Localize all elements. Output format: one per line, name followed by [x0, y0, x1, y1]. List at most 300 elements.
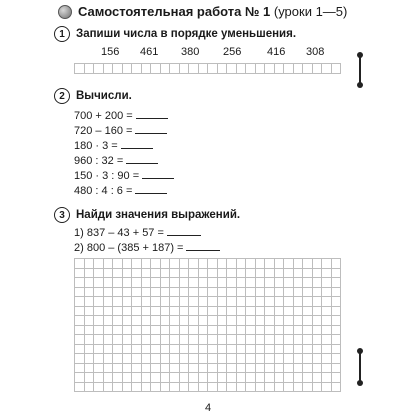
grid-cell[interactable]	[208, 373, 218, 383]
grid-cell[interactable]	[265, 373, 275, 383]
grid-cell[interactable]	[227, 373, 237, 383]
grid-cell[interactable]	[284, 278, 294, 288]
grid-cell[interactable]	[94, 269, 104, 279]
grid-cell[interactable]	[161, 278, 171, 288]
answer-blank[interactable]	[121, 147, 153, 149]
grid-cell[interactable]	[123, 373, 133, 383]
grid-cell[interactable]	[85, 278, 95, 288]
grid-cell[interactable]	[237, 364, 247, 374]
grid-cell[interactable]	[75, 326, 85, 336]
grid-cell[interactable]	[189, 326, 199, 336]
grid-cell[interactable]	[294, 383, 304, 393]
grid-cell[interactable]	[332, 383, 342, 393]
grid-cell[interactable]	[237, 326, 247, 336]
grid-cell[interactable]	[170, 259, 180, 269]
answer-blank[interactable]	[167, 234, 201, 236]
grid-cell[interactable]	[246, 64, 256, 74]
grid-cell[interactable]	[218, 364, 228, 374]
grid-cell[interactable]	[113, 383, 123, 393]
grid-cell[interactable]	[142, 373, 152, 383]
grid-cell[interactable]	[284, 364, 294, 374]
grid-cell[interactable]	[208, 269, 218, 279]
grid-cell[interactable]	[303, 373, 313, 383]
grid-cell[interactable]	[284, 269, 294, 279]
grid-cell[interactable]	[322, 335, 332, 345]
grid-cell[interactable]	[170, 307, 180, 317]
grid-cell[interactable]	[237, 259, 247, 269]
answer-blank[interactable]	[136, 117, 168, 119]
grid-cell[interactable]	[113, 269, 123, 279]
grid-cell[interactable]	[75, 335, 85, 345]
grid-cell[interactable]	[237, 354, 247, 364]
grid-cell[interactable]	[94, 373, 104, 383]
grid-cell[interactable]	[94, 335, 104, 345]
grid-cell[interactable]	[142, 64, 152, 74]
grid-cell[interactable]	[75, 383, 85, 393]
grid-cell[interactable]	[123, 364, 133, 374]
grid-cell[interactable]	[75, 373, 85, 383]
grid-cell[interactable]	[265, 307, 275, 317]
grid-cell[interactable]	[123, 288, 133, 298]
grid-cell[interactable]	[246, 335, 256, 345]
grid-cell[interactable]	[332, 307, 342, 317]
grid-cell[interactable]	[132, 288, 142, 298]
grid-cell[interactable]	[284, 64, 294, 74]
grid-cell[interactable]	[303, 316, 313, 326]
grid-cell[interactable]	[189, 278, 199, 288]
grid-cell[interactable]	[94, 297, 104, 307]
grid-cell[interactable]	[208, 383, 218, 393]
grid-cell[interactable]	[265, 335, 275, 345]
grid-cell[interactable]	[161, 288, 171, 298]
grid-cell[interactable]	[294, 364, 304, 374]
grid-cell[interactable]	[313, 326, 323, 336]
grid-cell[interactable]	[218, 259, 228, 269]
grid-cell[interactable]	[218, 373, 228, 383]
grid-cell[interactable]	[161, 326, 171, 336]
grid-cell[interactable]	[75, 278, 85, 288]
grid-cell[interactable]	[322, 383, 332, 393]
grid-cell[interactable]	[265, 259, 275, 269]
grid-cell[interactable]	[237, 335, 247, 345]
grid-cell[interactable]	[284, 354, 294, 364]
grid-cell[interactable]	[237, 288, 247, 298]
grid-cell[interactable]	[189, 383, 199, 393]
grid-cell[interactable]	[161, 259, 171, 269]
grid-cell[interactable]	[275, 259, 285, 269]
grid-cell[interactable]	[189, 269, 199, 279]
grid-cell[interactable]	[75, 345, 85, 355]
grid-cell[interactable]	[313, 307, 323, 317]
grid-cell[interactable]	[227, 64, 237, 74]
grid-cell[interactable]	[85, 288, 95, 298]
grid-cell[interactable]	[104, 345, 114, 355]
grid-cell[interactable]	[237, 316, 247, 326]
grid-cell[interactable]	[132, 307, 142, 317]
grid-cell[interactable]	[142, 316, 152, 326]
grid-cell[interactable]	[180, 373, 190, 383]
grid-cell[interactable]	[322, 259, 332, 269]
grid-cell[interactable]	[322, 326, 332, 336]
grid-cell[interactable]	[313, 364, 323, 374]
grid-cell[interactable]	[75, 364, 85, 374]
grid-cell[interactable]	[104, 64, 114, 74]
grid-cell[interactable]	[294, 373, 304, 383]
grid-cell[interactable]	[199, 326, 209, 336]
grid-cell[interactable]	[75, 288, 85, 298]
grid-cell[interactable]	[113, 297, 123, 307]
grid-cell[interactable]	[237, 297, 247, 307]
grid-cell[interactable]	[170, 364, 180, 374]
grid-cell[interactable]	[256, 335, 266, 345]
grid-cell[interactable]	[303, 326, 313, 336]
grid-cell[interactable]	[275, 373, 285, 383]
grid-cell[interactable]	[256, 278, 266, 288]
grid-cell[interactable]	[113, 278, 123, 288]
grid-cell[interactable]	[132, 316, 142, 326]
grid-cell[interactable]	[123, 64, 133, 74]
grid-cell[interactable]	[75, 354, 85, 364]
grid-cell[interactable]	[208, 297, 218, 307]
grid-cell[interactable]	[151, 297, 161, 307]
grid-cell[interactable]	[208, 326, 218, 336]
grid-cell[interactable]	[275, 297, 285, 307]
grid-cell[interactable]	[284, 288, 294, 298]
grid-cell[interactable]	[113, 316, 123, 326]
grid-cell[interactable]	[161, 373, 171, 383]
grid-cell[interactable]	[237, 383, 247, 393]
grid-cell[interactable]	[256, 345, 266, 355]
grid-cell[interactable]	[313, 64, 323, 74]
grid-cell[interactable]	[104, 326, 114, 336]
answer-blank[interactable]	[126, 162, 158, 164]
grid-cell[interactable]	[303, 269, 313, 279]
grid-cell[interactable]	[294, 345, 304, 355]
grid-cell[interactable]	[294, 288, 304, 298]
grid-cell[interactable]	[313, 383, 323, 393]
grid-cell[interactable]	[180, 259, 190, 269]
grid-cell[interactable]	[208, 345, 218, 355]
grid-cell[interactable]	[218, 326, 228, 336]
grid-cell[interactable]	[313, 335, 323, 345]
grid-cell[interactable]	[104, 354, 114, 364]
grid-cell[interactable]	[151, 64, 161, 74]
grid-cell[interactable]	[151, 269, 161, 279]
grid-cell[interactable]	[180, 345, 190, 355]
grid-cell[interactable]	[85, 316, 95, 326]
grid-cell[interactable]	[332, 316, 342, 326]
grid-cell[interactable]	[104, 297, 114, 307]
grid-cell[interactable]	[85, 345, 95, 355]
grid-cell[interactable]	[104, 269, 114, 279]
grid-cell[interactable]	[275, 278, 285, 288]
grid-cell[interactable]	[313, 288, 323, 298]
grid-cell[interactable]	[284, 373, 294, 383]
grid-cell[interactable]	[246, 316, 256, 326]
grid-cell[interactable]	[275, 64, 285, 74]
grid-cell[interactable]	[123, 383, 133, 393]
grid-cell[interactable]	[275, 269, 285, 279]
grid-cell[interactable]	[246, 364, 256, 374]
grid-cell[interactable]	[189, 335, 199, 345]
grid-cell[interactable]	[322, 278, 332, 288]
grid-cell[interactable]	[170, 373, 180, 383]
answer-blank[interactable]	[135, 132, 167, 134]
grid-cell[interactable]	[227, 345, 237, 355]
grid-cell[interactable]	[313, 354, 323, 364]
grid-cell[interactable]	[132, 335, 142, 345]
grid-cell[interactable]	[113, 64, 123, 74]
grid-cell[interactable]	[199, 288, 209, 298]
answer-blank[interactable]	[186, 249, 220, 251]
grid-cell[interactable]	[75, 297, 85, 307]
grid-cell[interactable]	[170, 345, 180, 355]
grid-cell[interactable]	[189, 364, 199, 374]
grid-cell[interactable]	[151, 288, 161, 298]
grid-cell[interactable]	[113, 326, 123, 336]
grid-cell[interactable]	[294, 269, 304, 279]
grid-cell[interactable]	[208, 64, 218, 74]
grid-cell[interactable]	[218, 269, 228, 279]
grid-cell[interactable]	[180, 64, 190, 74]
grid-cell[interactable]	[85, 326, 95, 336]
grid-cell[interactable]	[294, 354, 304, 364]
grid-cell[interactable]	[85, 354, 95, 364]
grid-cell[interactable]	[151, 335, 161, 345]
grid-cell[interactable]	[199, 373, 209, 383]
grid-cell[interactable]	[113, 354, 123, 364]
grid-cell[interactable]	[85, 259, 95, 269]
grid-cell[interactable]	[227, 259, 237, 269]
grid-cell[interactable]	[85, 64, 95, 74]
grid-cell[interactable]	[151, 326, 161, 336]
grid-cell[interactable]	[142, 288, 152, 298]
grid-cell[interactable]	[284, 345, 294, 355]
grid-cell[interactable]	[151, 307, 161, 317]
grid-cell[interactable]	[85, 335, 95, 345]
grid-cell[interactable]	[218, 354, 228, 364]
grid-cell[interactable]	[161, 316, 171, 326]
grid-cell[interactable]	[142, 335, 152, 345]
grid-cell[interactable]	[170, 278, 180, 288]
grid-cell[interactable]	[303, 288, 313, 298]
grid-cell[interactable]	[322, 373, 332, 383]
grid-cell[interactable]	[265, 316, 275, 326]
grid-cell[interactable]	[218, 278, 228, 288]
grid-cell[interactable]	[246, 354, 256, 364]
grid-cell[interactable]	[256, 373, 266, 383]
grid-cell[interactable]	[132, 364, 142, 374]
grid-cell[interactable]	[161, 335, 171, 345]
grid-cell[interactable]	[199, 278, 209, 288]
grid-cell[interactable]	[227, 364, 237, 374]
grid-cell[interactable]	[227, 297, 237, 307]
grid-cell[interactable]	[151, 345, 161, 355]
grid-cell[interactable]	[104, 335, 114, 345]
grid-cell[interactable]	[113, 364, 123, 374]
grid-cell[interactable]	[85, 364, 95, 374]
grid-cell[interactable]	[275, 345, 285, 355]
grid-cell[interactable]	[322, 354, 332, 364]
grid-cell[interactable]	[94, 307, 104, 317]
grid-cell[interactable]	[322, 307, 332, 317]
grid-cell[interactable]	[332, 345, 342, 355]
grid-cell[interactable]	[313, 373, 323, 383]
grid-cell[interactable]	[322, 345, 332, 355]
grid-cell[interactable]	[303, 64, 313, 74]
grid-cell[interactable]	[199, 269, 209, 279]
grid-cell[interactable]	[151, 364, 161, 374]
grid-cell[interactable]	[294, 326, 304, 336]
grid-cell[interactable]	[303, 345, 313, 355]
grid-cell[interactable]	[256, 288, 266, 298]
grid-cell[interactable]	[303, 364, 313, 374]
grid-cell[interactable]	[104, 307, 114, 317]
grid-cell[interactable]	[170, 316, 180, 326]
grid-cell[interactable]	[332, 335, 342, 345]
grid-cell[interactable]	[246, 326, 256, 336]
grid-cell[interactable]	[132, 297, 142, 307]
grid-cell[interactable]	[218, 335, 228, 345]
grid-cell[interactable]	[199, 354, 209, 364]
grid-cell[interactable]	[132, 269, 142, 279]
grid-cell[interactable]	[303, 335, 313, 345]
grid-cell[interactable]	[180, 364, 190, 374]
grid-cell[interactable]	[265, 64, 275, 74]
grid-cell[interactable]	[256, 326, 266, 336]
grid-cell[interactable]	[246, 288, 256, 298]
grid-cell[interactable]	[237, 307, 247, 317]
grid-cell[interactable]	[75, 259, 85, 269]
grid-cell[interactable]	[85, 269, 95, 279]
grid-cell[interactable]	[94, 278, 104, 288]
grid-cell[interactable]	[332, 354, 342, 364]
grid-cell[interactable]	[256, 354, 266, 364]
grid-cell[interactable]	[180, 269, 190, 279]
grid-cell[interactable]	[161, 269, 171, 279]
grid-cell[interactable]	[123, 335, 133, 345]
grid-cell[interactable]	[227, 326, 237, 336]
grid-cell[interactable]	[265, 354, 275, 364]
grid-cell[interactable]	[218, 316, 228, 326]
grid-cell[interactable]	[227, 288, 237, 298]
grid-cell[interactable]	[303, 297, 313, 307]
grid-cell[interactable]	[75, 307, 85, 317]
grid-cell[interactable]	[94, 383, 104, 393]
grid-cell[interactable]	[284, 326, 294, 336]
grid-cell[interactable]	[322, 297, 332, 307]
grid-cell[interactable]	[85, 297, 95, 307]
grid-cell[interactable]	[294, 335, 304, 345]
grid-cell[interactable]	[94, 345, 104, 355]
grid-cell[interactable]	[265, 326, 275, 336]
grid-cell[interactable]	[227, 316, 237, 326]
grid-cell[interactable]	[208, 307, 218, 317]
grid-cell[interactable]	[142, 297, 152, 307]
grid-cell[interactable]	[227, 354, 237, 364]
grid-cell[interactable]	[208, 316, 218, 326]
grid-cell[interactable]	[75, 64, 85, 74]
grid-cell[interactable]	[123, 307, 133, 317]
grid-cell[interactable]	[94, 64, 104, 74]
grid-cell[interactable]	[199, 297, 209, 307]
grid-cell[interactable]	[189, 307, 199, 317]
grid-cell[interactable]	[189, 345, 199, 355]
grid-cell[interactable]	[170, 354, 180, 364]
grid-cell[interactable]	[199, 364, 209, 374]
grid-cell[interactable]	[170, 297, 180, 307]
grid-cell[interactable]	[294, 259, 304, 269]
grid-cell[interactable]	[265, 297, 275, 307]
grid-cell[interactable]	[85, 373, 95, 383]
grid-cell[interactable]	[132, 326, 142, 336]
grid-cell[interactable]	[170, 269, 180, 279]
grid-cell[interactable]	[75, 269, 85, 279]
grid-cell[interactable]	[113, 335, 123, 345]
grid-cell[interactable]	[142, 278, 152, 288]
grid-cell[interactable]	[208, 278, 218, 288]
grid-cell[interactable]	[113, 288, 123, 298]
grid-cell[interactable]	[142, 269, 152, 279]
grid-cell[interactable]	[275, 354, 285, 364]
grid-cell[interactable]	[132, 278, 142, 288]
grid-cell[interactable]	[151, 373, 161, 383]
grid-cell[interactable]	[227, 269, 237, 279]
grid-cell[interactable]	[142, 383, 152, 393]
grid-cell[interactable]	[332, 288, 342, 298]
grid-cell[interactable]	[199, 259, 209, 269]
grid-cell[interactable]	[265, 383, 275, 393]
grid-cell[interactable]	[284, 297, 294, 307]
grid-cell[interactable]	[180, 354, 190, 364]
grid-cell[interactable]	[265, 278, 275, 288]
grid-cell[interactable]	[189, 354, 199, 364]
grid-cell[interactable]	[303, 259, 313, 269]
grid-cell[interactable]	[227, 335, 237, 345]
grid-cell[interactable]	[113, 307, 123, 317]
grid-cell[interactable]	[275, 383, 285, 393]
grid-cell[interactable]	[170, 335, 180, 345]
grid-cell[interactable]	[189, 64, 199, 74]
grid-cell[interactable]	[132, 259, 142, 269]
grid-cell[interactable]	[294, 64, 304, 74]
grid-cell[interactable]	[104, 278, 114, 288]
grid-cell[interactable]	[256, 297, 266, 307]
grid-cell[interactable]	[294, 316, 304, 326]
grid-cell[interactable]	[294, 297, 304, 307]
grid-cell[interactable]	[227, 383, 237, 393]
grid-cell[interactable]	[123, 326, 133, 336]
grid-cell[interactable]	[275, 288, 285, 298]
grid-cell[interactable]	[313, 259, 323, 269]
grid-cell[interactable]	[170, 288, 180, 298]
grid-cell[interactable]	[123, 345, 133, 355]
grid-cell[interactable]	[170, 383, 180, 393]
grid-cell[interactable]	[132, 354, 142, 364]
grid-cell[interactable]	[142, 345, 152, 355]
grid-cell[interactable]	[180, 307, 190, 317]
grid-cell[interactable]	[142, 354, 152, 364]
grid-cell[interactable]	[256, 316, 266, 326]
grid-cell[interactable]	[151, 383, 161, 393]
grid-cell[interactable]	[104, 259, 114, 269]
grid-cell[interactable]	[94, 364, 104, 374]
grid-cell[interactable]	[142, 259, 152, 269]
grid-cell[interactable]	[256, 364, 266, 374]
grid-cell[interactable]	[189, 316, 199, 326]
grid-cell[interactable]	[199, 64, 209, 74]
grid-cell[interactable]	[246, 345, 256, 355]
